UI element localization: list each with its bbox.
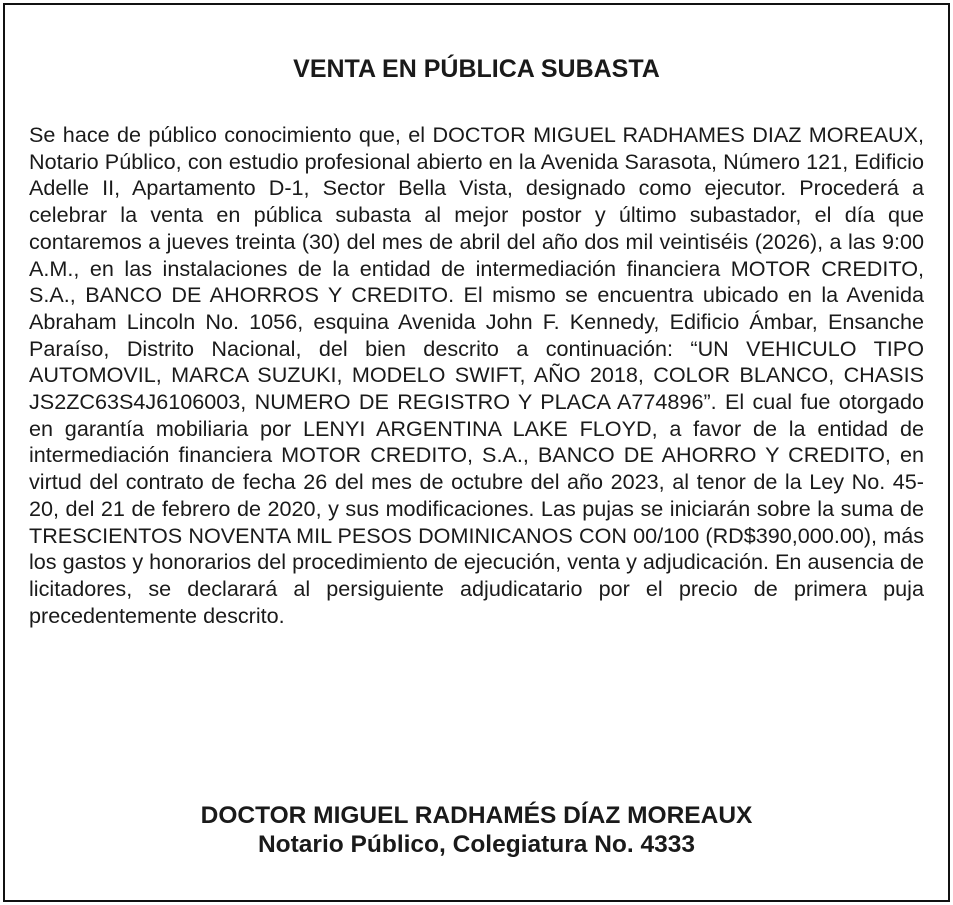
auction-notice	[3, 3, 950, 902]
notice-body: Se hace de público conocimiento que, el DOCTOR MIGUEL RADHAMES DIAZ MOREAUX, Notario Público, con estudio profesional abierto en la Avenida Sarasota, Número 121, Edificio Adelle II, Apartamento D-1, Sector Bella Vista, designado como ejecutor. Procederá a celebrar la venta en pública subasta al mejor postor y último subastador, el día que contaremos a jueves treinta (30) del mes de abril del año dos mil veintiséis (2026), a las 9:00 A.M., en las instalaciones de la entidad de intermediación financiera MOTOR CREDITO, S.A., BANCO DE AHORROS Y CREDITO. El mismo se encuentra ubicado en la Avenida Abraham Lincoln No. 1056, esquina Avenida John F. Kennedy, Edificio Ámbar, Ensanche Paraíso, Distrito Nacional, del bien descrito a continuación: “UN VEHICULO TIPO AUTOMOVIL, MARCA SUZUKI, MODELO SWIFT, AÑO 2018, COLOR BLANCO, CHASIS JS2ZC63S4J6106003, NUMERO DE REGISTRO Y PLACA A774896”. El cual fue otorgado en garantía mobiliaria por LENYI ARGENTINA LAKE FLOYD, a favor de la entidad de intermediación financiera MOTOR CREDITO, S.A., BANCO DE AHORRO Y CREDITO, en virtud del contrato de fecha 26 del mes de octubre del año 2023, al tenor de la Ley No. 45-20, del 21 de febrero de 2020, y sus modificaciones. Las pujas se iniciarán sobre la suma de TRESCIENTOS NOVENTA MIL PESOS DOMINICANOS CON 00/100 (RD$390,000.00), más los gastos y honorarios del procedimiento de ejecución, venta y adjudicación. En ausencia de licitadores, se declarará al persiguiente adjudicatario por el precio de primera puja precedentemente descrito.	[29, 122, 924, 628]
signature-title: Notario Público, Colegiatura No. 4333	[257, 831, 695, 858]
signature-name: DOCTOR MIGUEL RADHAMÉS DÍAZ MOREAUX	[200, 802, 753, 829]
notice-title: VENTA EN PÚBLICA SUBASTA	[293, 55, 660, 83]
signature-block	[5, 801, 948, 859]
